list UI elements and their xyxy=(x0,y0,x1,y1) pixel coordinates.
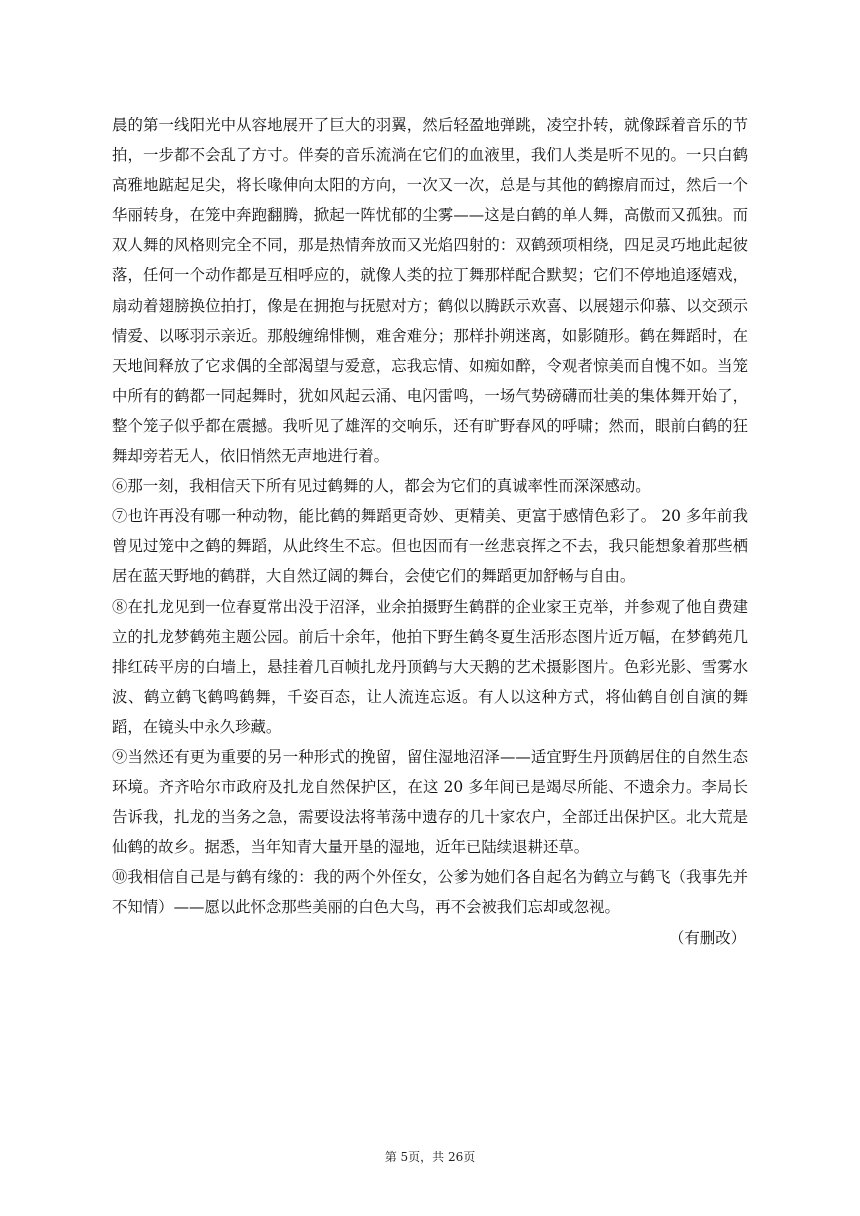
paragraph-7: ⑦也许再没有哪一种动物，能比鹤的舞蹈更奇妙、更精美、更富于感情色彩了。 20 多年前我曾见过笼中之鹤的舞蹈，从此终生不忘。但也因而有一丝悲哀挥之不去，我只能想象着那些栖居在蓝天野地的鹤群，大自然辽阔的舞台，会使它们的舞蹈更加舒畅与自由。 xyxy=(112,507,748,586)
source-note: （有删改） xyxy=(669,928,746,947)
paragraph-8: ⑧在扎龙见到一位春夏常出没于沼泽，业余拍摄野生鹤群的企业家王克举，并参观了他自费建立的扎龙梦鹤苑主题公园。前后十余年，他拍下野生鹤冬夏生活形态图片近万幅，在梦鹤苑几排红砖平房的白墙上，悬挂着几百帧扎龙丹顶鹤与大天鹅的艺术摄影图片。色彩光影、雪雾水波、鹤立鹤飞鹤鸣鹤舞，千姿百态，让人流连忘返。有人以这种方式，将仙鹤自创自演的舞蹈，在镜头中永久珍藏。 xyxy=(112,597,748,736)
paragraph-continued: 晨的第一线阳光中从容地展开了巨大的羽翼，然后轻盈地弹跳，凌空扑转，就像踩着音乐的节拍，一步都不会乱了方寸。伴奏的音乐流淌在它们的血液里，我们人类是听不见的。一只白鹤高雅地踮起足尖，将长喙伸向太阳的方向，一次又一次，总是与其他的鹤擦肩而过，然后一个华丽转身，在笼中奔跑翻腾，掀起一阵忧郁的尘雾——这是白鹤的单人舞，高傲而又孤独。而双人舞的风格则完全不同，那是热情奔放而又光焰四射的：双鹤颈项相绕，四足灵巧地此起彼落，任何一个动作都是互相呼应的，就像人类的拉丁舞那样配合默契；它们不停地追逐嬉戏，扇动着翅膀换位拍打，像是在拥抱与抚慰对方；鹤似以腾跃示欢喜、以展翅示仰慕、以交颈示情爱、以啄羽示亲近。那般缠绵悱恻，难舍难分；那样扑朔迷离，如影随形。鹤在舞蹈时，在天地间释放了它求偶的全部渴望与爱意，忘我忘情、如痴如醉，令观者惊美而自愧不如。当笼中所有的鹤都一同起舞时，犹如风起云涌、电闪雷鸣，一场气势磅礴而壮美的集体舞开始了，整个笼子似乎都在震撼。我听见了雄浑的交响乐，还有旷野春风的呼啸；然而，眼前白鹤的狂舞却旁若无人，依旧悄然无声地进行着。 xyxy=(112,116,748,466)
page-number: 第 5页，共 26页 xyxy=(384,1150,476,1164)
paragraph-10: ⑩我相信自己是与鹤有缘的：我的两个外侄女，公爹为她们各自起名为鹤立与鹤飞（我事先并不知情）——愿以此怀念那些美丽的白色大鸟，再不会被我们忘却或忽视。 xyxy=(112,868,748,917)
paragraph-6: ⑥那一刻，我相信天下所有见过鹤舞的人，都会为它们的真诚率性而深深感动。 xyxy=(112,477,651,496)
article-body xyxy=(112,110,748,953)
paragraph-9: ⑨当然还有更为重要的另一种形式的挽留，留住湿地沼泽——适宜野生丹顶鹤居住的自然生态环境。齐齐哈尔市政府及扎龙自然保护区，在这 20 多年间已是竭尽所能、不遗余力。李局长告诉我，扎龙的当务之急，需要设法将苇荡中遗存的几十家农户，全部迁出保护区。北大荒是仙鹤的故乡。据悉，当年知青大量开垦的湿地，近年已陆续退耕还草。 xyxy=(112,747,748,857)
